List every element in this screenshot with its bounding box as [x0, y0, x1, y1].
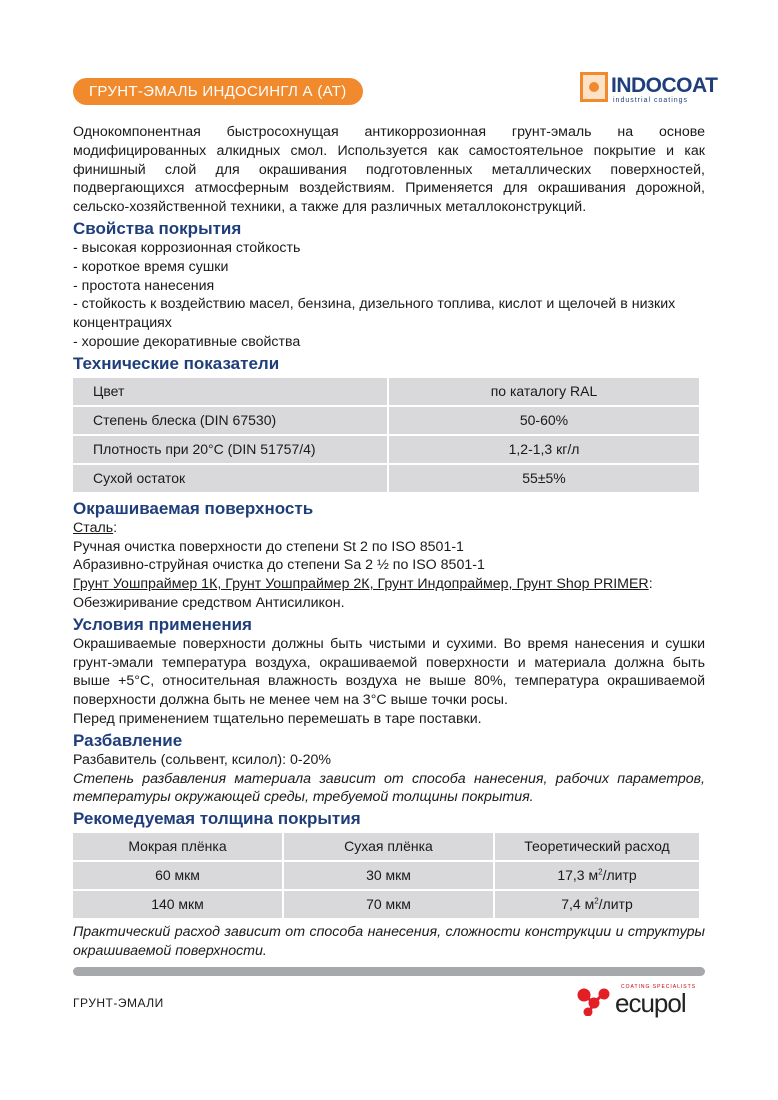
cell: 50-60% [389, 407, 699, 434]
list-item: - простота нанесения [73, 277, 215, 294]
technical-table [71, 376, 701, 494]
footer-category: ГРУНТ-ЭМАЛИ [73, 995, 164, 1010]
brand-tag: COATING SPECIALISTS [621, 983, 697, 990]
paw-icon [580, 72, 608, 102]
cell [495, 891, 699, 918]
unit: /литр [598, 896, 633, 913]
primers-label: Грунт Уошпраймер 1К, Грунт Уошпраймер 2К, Грунт Индопраймер, Грунт Shop PRIMER [73, 576, 649, 593]
cell: 30 мкм [284, 862, 493, 889]
table-row [73, 407, 699, 434]
properties-heading: Свойства покрытия [73, 218, 242, 238]
list-item: - высокая коррозионная стойкость [73, 239, 301, 256]
table-row [73, 891, 699, 918]
thickness-table [71, 831, 701, 920]
cell: 60 мкм [73, 862, 282, 889]
list-item: - стойкость к воздействию масел, бензина, дизельного топлива, кислот и щелочей в низких концентрациях [73, 296, 676, 332]
cell: Сухой остаток [73, 465, 387, 492]
cell: Степень блеска (DIN 67530) [73, 407, 387, 434]
header-cell: Сухая плёнка [284, 833, 493, 860]
cell: 1,2-1,3 кг/л [389, 436, 699, 463]
divider [73, 967, 705, 976]
ecupol-logo [577, 984, 707, 1020]
cell: 70 мкм [284, 891, 493, 918]
colon: : [648, 576, 653, 593]
table-row [73, 465, 699, 492]
intro-text: Однокомпонентная быстросохнущая антикоррозионная грунт-эмаль на основе модифицированных алкидных смол. Используется как самостоятельное покрытие и как финишный слой для окрашивания подготовленных металлических поверхностей, подвергающихся атмосферным воздействиям. Применяется для окрашивания дорожной, сельско-хозяйственной техники, а также для различных металлоконструкций. [73, 124, 705, 216]
properties-list [73, 239, 705, 352]
header-cell: Мокрая плёнка [73, 833, 282, 860]
surface-line: Ручная очистка поверхности до степени St 2 по ISO 8501-1 [73, 538, 464, 555]
brand-name: ecupol [615, 987, 686, 1018]
dilution-note: Степень разбавления материала зависит от способа нанесения, рабочих параметров, температуры окружающей среды, требуемой толщины покрытия. [73, 770, 705, 806]
rate: 17,3 м [557, 867, 599, 884]
surface-line: Абразивно-струйная очистка до степени Sa 2 ½ по ISO 8501-1 [73, 557, 485, 574]
steel-label: Сталь [73, 519, 114, 536]
footer [73, 984, 705, 1024]
document-body [73, 123, 705, 1024]
conditions-text: Окрашиваемые поверхности должны быть чистыми и сухими. Во время нанесения и сушки грунт-эмали температура воздуха, окрашиваемой поверхности и материала должна быть выше +5°C, относительная влажность воздуха не выше 80%, температура окрашиваемой поверхности должна быть не менее чем на 3°C выше точки росы. [73, 635, 705, 709]
indocoat-logo [580, 72, 718, 108]
logo-sub: industrial coatings [613, 97, 689, 104]
dilution-heading: Разбавление [73, 730, 183, 750]
thickness-note: Практический расход зависит от способа нанесения, сложности конструкции и структуры окрашиваемой поверхности. [73, 924, 705, 959]
molecule-icon [577, 988, 611, 1016]
cell: Плотность при 20°C (DIN 51757/4) [73, 436, 387, 463]
sup: 2 [594, 896, 599, 906]
product-title: ГРУНТ-ЭМАЛЬ ИНДОСИНГЛ А (АТ) [73, 78, 363, 105]
cell: 140 мкм [73, 891, 282, 918]
cell: Цвет [73, 378, 387, 405]
sup: 2 [598, 867, 603, 877]
cell: по каталогу RAL [389, 378, 699, 405]
colon: : [113, 519, 118, 536]
rate: 7,4 м [561, 896, 595, 913]
table-row [73, 862, 699, 889]
dilution-line: Разбавитель (сольвент, ксилол): 0-20% [73, 751, 332, 768]
surface-heading: Окрашиваемая поверхность [73, 498, 314, 518]
cell [495, 862, 699, 889]
technical-heading: Технические показатели [73, 353, 280, 373]
list-item: - короткое время сушки [73, 258, 229, 275]
surface-line: Обезжиривание средством Антисиликон. [73, 594, 345, 611]
conditions-heading: Условия применения [73, 614, 252, 634]
cell: 55±5% [389, 465, 699, 492]
list-item: - хорошие декоративные свойства [73, 333, 301, 350]
conditions-text-2: Перед применением тщательно перемешать в таре поставки. [73, 710, 482, 727]
table-row [73, 436, 699, 463]
thickness-heading: Рекомедуемая толщина покрытия [73, 809, 361, 829]
table-row [73, 378, 699, 405]
header-cell: Теоретический расход [495, 833, 699, 860]
unit: /литр [602, 867, 637, 884]
table-header-row [73, 833, 699, 860]
logo-name: INDOCOAT [611, 74, 718, 97]
